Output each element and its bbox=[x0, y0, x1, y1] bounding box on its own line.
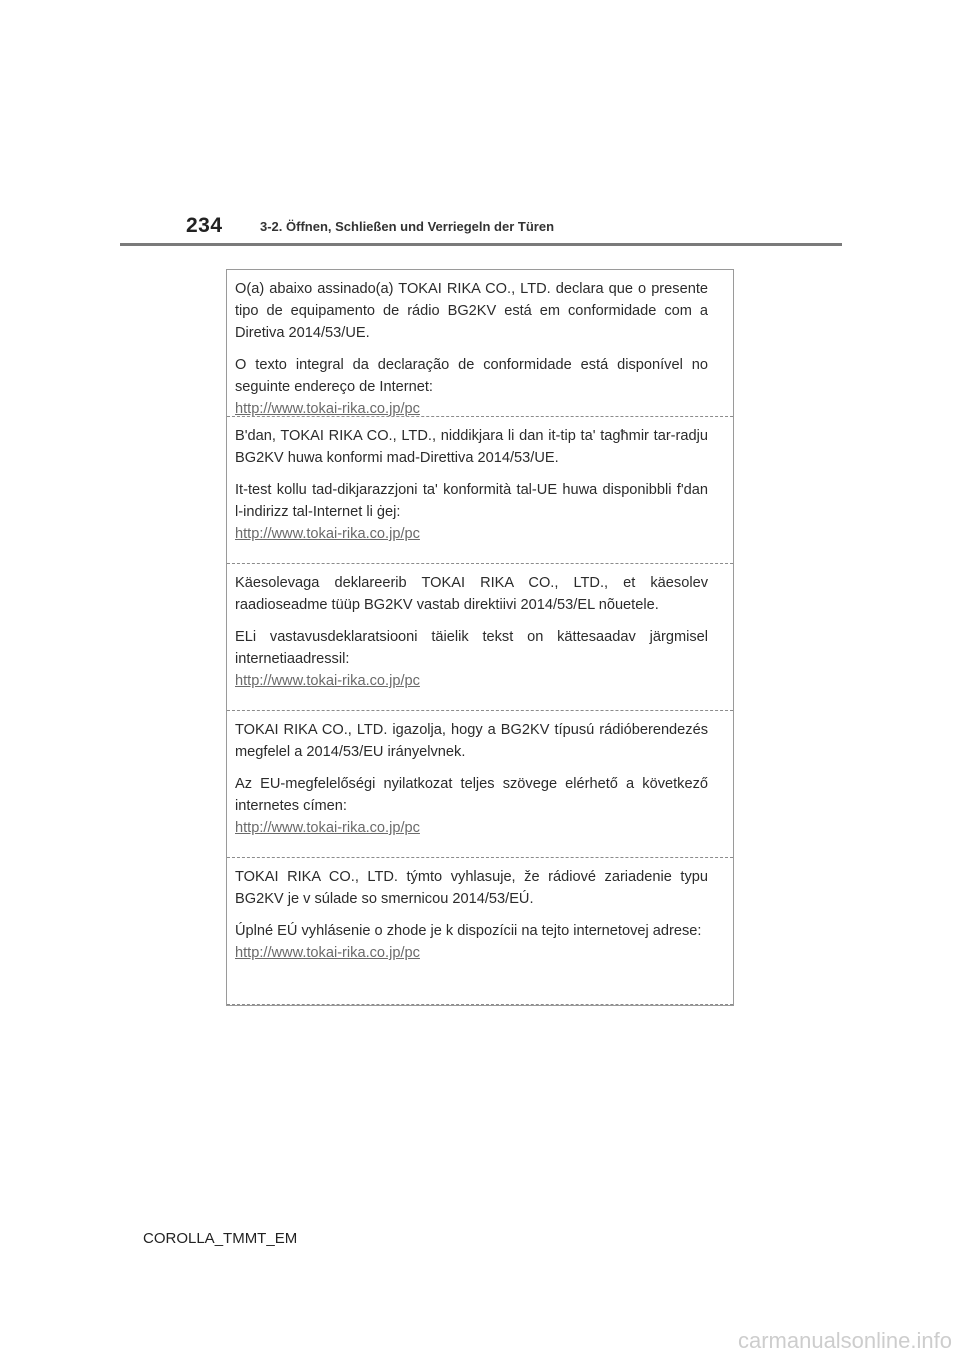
section-title: 3-2. Öffnen, Schließen und Verriegeln der Türen bbox=[260, 219, 555, 234]
watermark: carmanualsonline.info bbox=[737, 1328, 952, 1353]
declaration-box bbox=[226, 269, 734, 1006]
header-rule bbox=[120, 243, 842, 246]
footer-model-code: COROLLA_TMMT_EM bbox=[143, 1230, 298, 1247]
declaration-availability: Úplné EÚ vyhlásenie o zhode je k dispozícii na tejto internetovej adrese: bbox=[235, 923, 702, 939]
declaration-url-link[interactable]: http://www.tokai-rika.co.jp/pc bbox=[235, 401, 420, 417]
declaration-availability: O texto integral da declaração de conformidade está disponível no seguinte endereço de Internet: bbox=[235, 357, 708, 395]
declaration-statement: B'dan, TOKAI RIKA CO., LTD., niddikjara li dan it-tip ta' tagħmir tar-radju BG2KV huwa konformi mad-Direttiva 2014/53/UE. bbox=[235, 428, 708, 466]
declaration-availability: It-test kollu tad-dikjarazzjoni ta' konformità tal-UE huwa disponibbli f'dan l-indirizz tal-Internet li ġej: bbox=[235, 482, 708, 520]
declaration-url-link[interactable]: http://www.tokai-rika.co.jp/pc bbox=[235, 673, 420, 689]
declaration-block-slovak bbox=[227, 858, 733, 1005]
declaration-statement: TOKAI RIKA CO., LTD. týmto vyhlasuje, že rádiové zariadenie typu BG2KV je v súlade so smernicou 2014/53/EÚ. bbox=[235, 869, 708, 907]
declaration-block-hungarian bbox=[227, 711, 733, 858]
declaration-block-estonian bbox=[227, 564, 733, 711]
declaration-url-link[interactable]: http://www.tokai-rika.co.jp/pc bbox=[235, 820, 420, 836]
declaration-availability: ELi vastavusdeklaratsiooni täielik tekst on kättesaadav järgmisel internetiaadressil: bbox=[235, 629, 708, 667]
declaration-statement: TOKAI RIKA CO., LTD. igazolja, hogy a BG2KV típusú rádióberendezés megfelel a 2014/53/EU irányelvnek. bbox=[235, 722, 708, 760]
declaration-block-maltese bbox=[227, 417, 733, 564]
declaration-url-link[interactable]: http://www.tokai-rika.co.jp/pc bbox=[235, 526, 420, 542]
declaration-url-link[interactable]: http://www.tokai-rika.co.jp/pc bbox=[235, 945, 420, 961]
declaration-statement: Käesolevaga deklareerib TOKAI RIKA CO., LTD., et käesolev raadioseadme tüüp BG2KV vastab direktiivi 2014/53/EL nõuetele. bbox=[235, 575, 708, 613]
page-number: 234 bbox=[186, 214, 223, 237]
declaration-block-portuguese bbox=[227, 270, 733, 417]
declaration-statement: O(a) abaixo assinado(a) TOKAI RIKA CO., LTD. declara que o presente tipo de equipamento de rádio BG2KV está em conformidade com a Diretiva 2014/53/UE. bbox=[235, 281, 708, 341]
declaration-availability: Az EU-megfelelőségi nyilatkozat teljes szövege elérhető a következő internetes címen: bbox=[235, 776, 708, 814]
